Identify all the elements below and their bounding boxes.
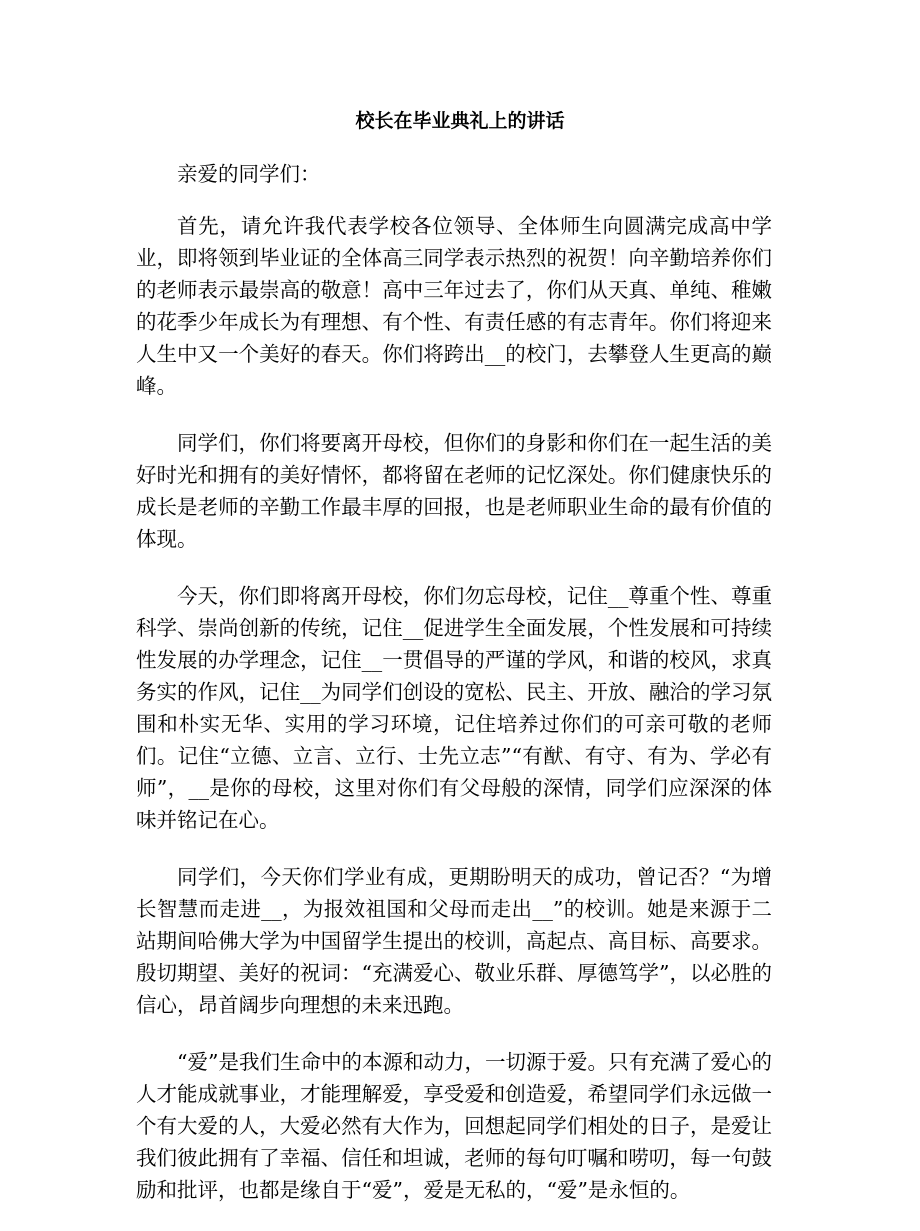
page-title: 校长在毕业典礼上的讲话 [355,110,565,132]
salutation: 亲爱的同学们： [177,162,321,186]
paragraph-5: “爱”是我们生命中的本源和动力，一切源于爱。只有充满了爱心的人才能成就事业，才能理解爱，享受爱和创造爱，希望同学们永远做一个有大爱的人，大爱必然有大作为，回想起同学们相处的日子，是爱让我们彼此拥有了幸福、信任和坦诚，老师的每句叮嘱和唠叨，每一句鼓励和批评，也都是缘自于“爱”，爱是无私的，“爱”是永恒的。 [136,1050,772,1202]
paragraph-1: 首先，请允许我代表学校各位领导、全体师生向圆满完成高中学业，即将领到毕业证的全体高三同学表示热烈的祝贺！向辛勤培养你们的老师表示最崇高的敬意！高中三年过去了，你们从天真、单纯、稚嫩的花季少年成长为有理想、有个性、有责任感的有志青年。你们将迎来人生中又一个美好的春天。你们将跨出__的校门，去攀登人生更高的巅峰。 [136,214,772,398]
paragraph-3: 今天，你们即将离开母校，你们勿忘母校，记住__尊重个性、尊重科学、崇尚创新的传统，记住__促进学生全面发展，个性发展和可持续性发展的办学理念，记住__一贯倡导的严谨的学风，和谐的校风，求真务实的作风，记住__为同学们创设的宽松、民主、开放、融洽的学习氛围和朴实无华、实用的学习环境，记住培养过你们的可亲可敬的老师们。记住“立德、立言、立行、士先立志”“有猷、有守、有为、学必有师”，__是你的母校，这里对你们有父母般的深情，同学们应深深的体味并铭记在心。 [136,584,772,832]
paragraph-4: 同学们，今天你们学业有成，更期盼明天的成功，曾记否？“为增长智慧而走进__，为报效祖国和父母而走出__”的校训。她是来源于二站期间哈佛大学为中国留学生提出的校训，高起点、高目标、高要求。殷切期望、美好的祝词：“充满爱心、敬业乐群、厚德笃学”，以必胜的信心，昂首阔步向理想的未来迅跑。 [136,865,772,1017]
paragraph-2: 同学们，你们将要离开母校，但你们的身影和你们在一起生活的美好时光和拥有的美好情怀，都将留在老师的记忆深处。你们健康快乐的成长是老师的辛勤工作最丰厚的回报，也是老师职业生命的最有价值的体现。 [136,431,772,551]
document-body [136,158,772,1231]
